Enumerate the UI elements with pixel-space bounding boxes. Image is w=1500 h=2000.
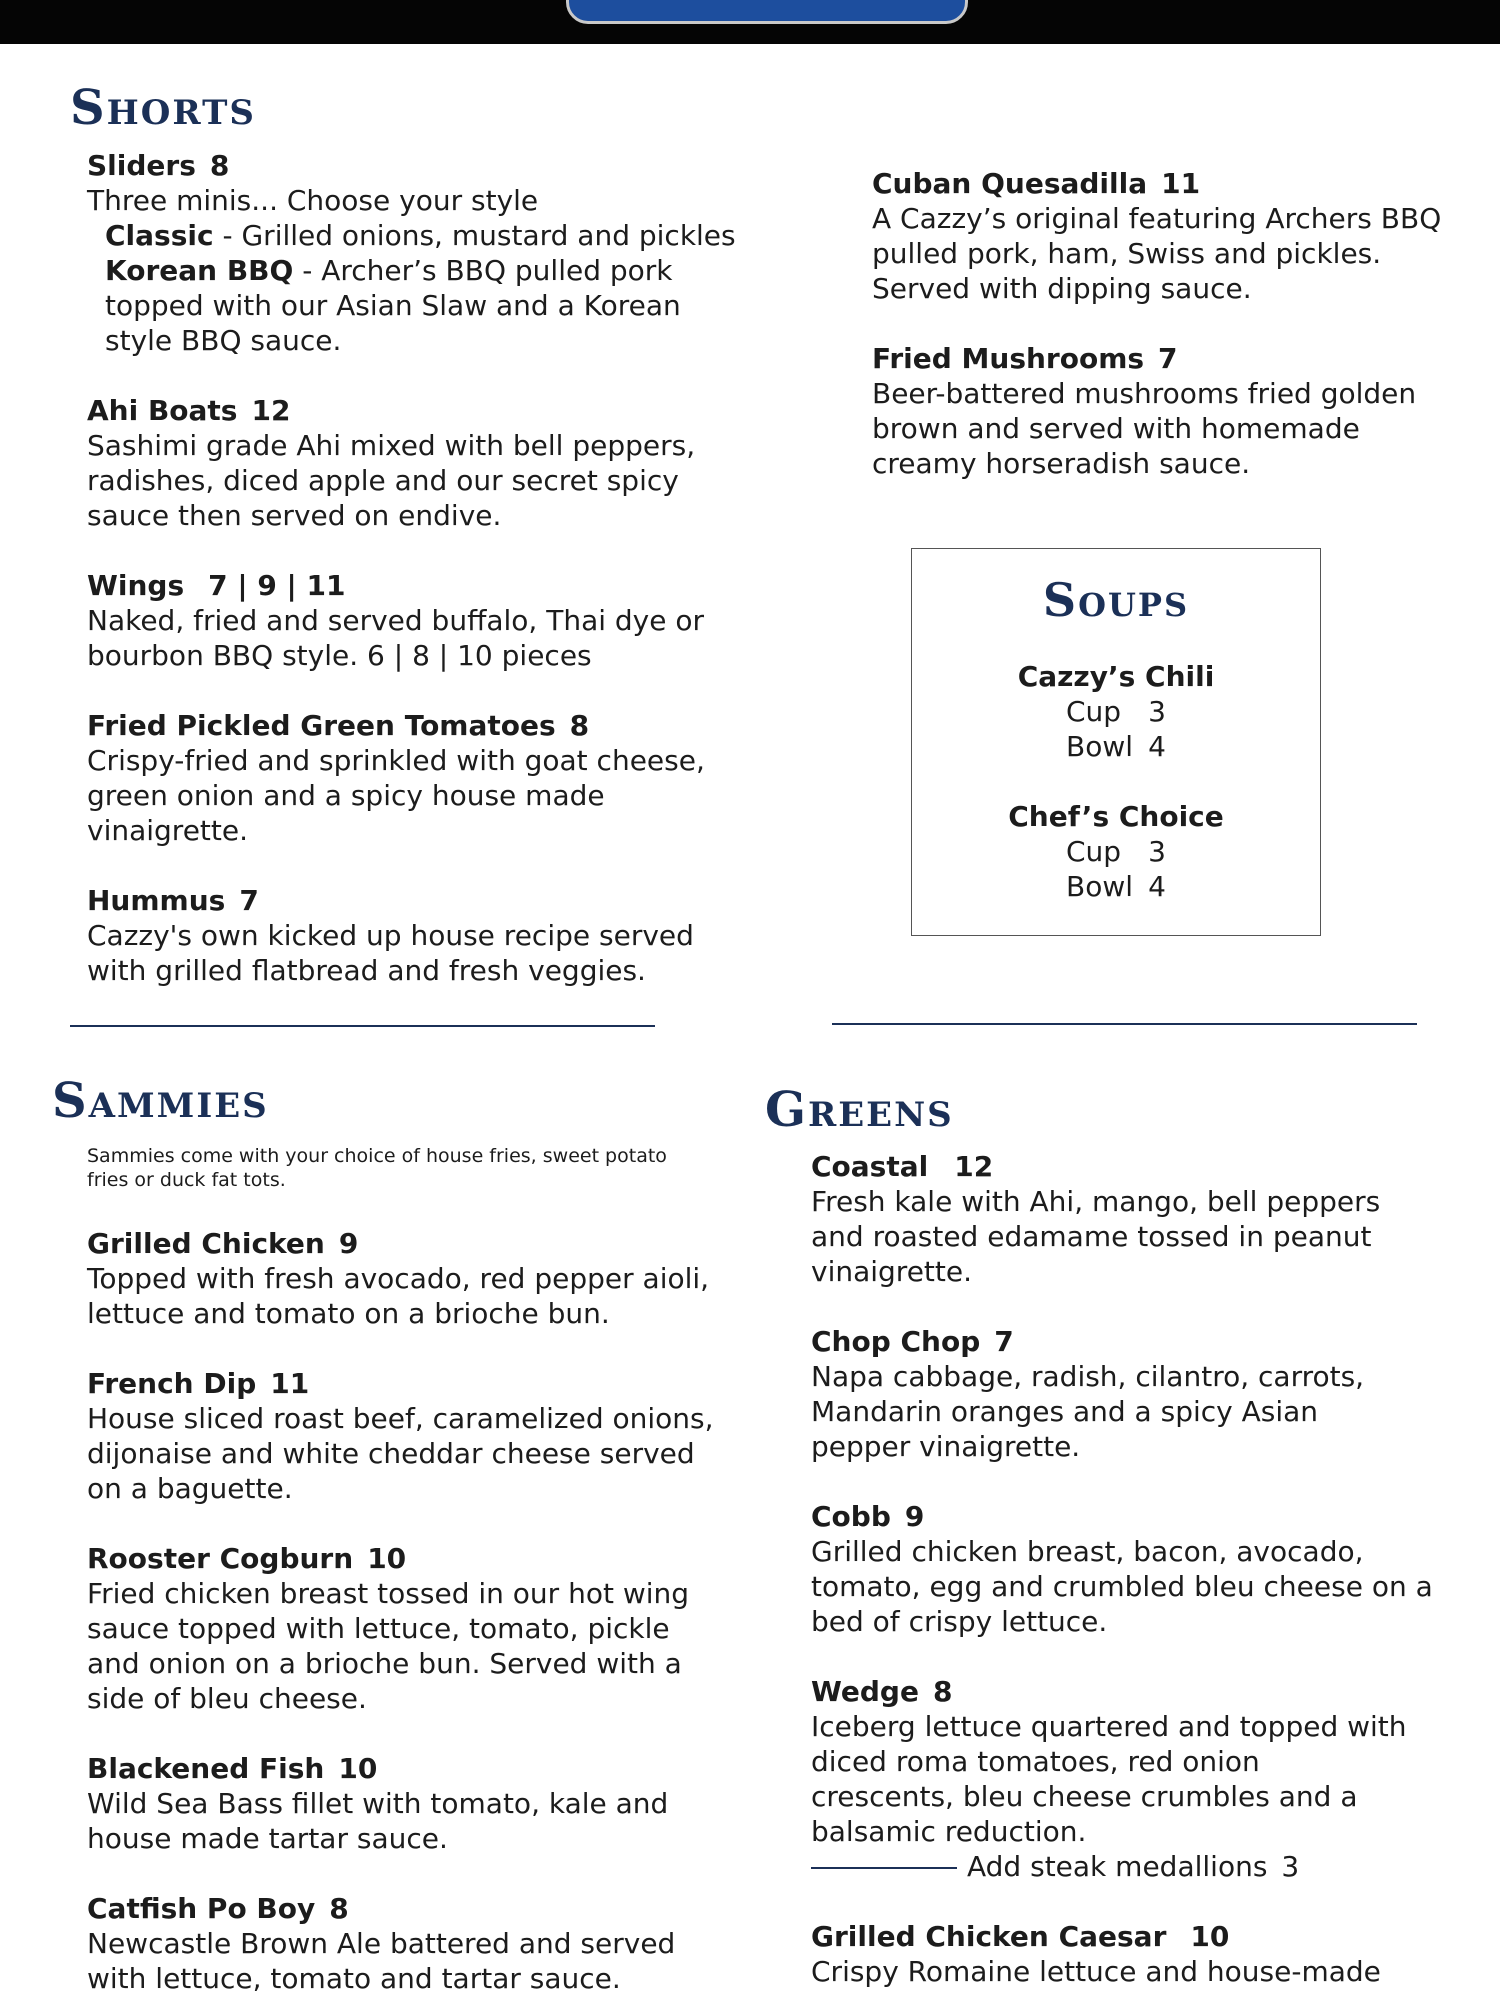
item-price: 10 xyxy=(338,1752,378,1785)
menu-item-blackened-fish xyxy=(87,1751,727,1856)
soup-cup-row: Cup 3 xyxy=(1066,835,1166,868)
addon-price: 3 xyxy=(1281,1850,1300,1883)
item-desc: Crispy-fried and sprinkled with goat cheese, green onion and a spicy house made vinaigrette. xyxy=(87,744,705,847)
item-name: Blackened Fish xyxy=(87,1752,325,1785)
item-name: Wings xyxy=(87,569,185,602)
menu-item-coastal xyxy=(811,1149,1411,1289)
item-name: French Dip xyxy=(87,1367,257,1400)
item-name: Fried Mushrooms xyxy=(872,342,1145,375)
soup-name: Cazzy’s Chili xyxy=(1017,660,1215,693)
menu-item-wings xyxy=(87,568,737,673)
item-price: 7 xyxy=(994,1325,1014,1358)
item-price: 9 xyxy=(904,1500,925,1533)
item-desc: Cazzy's own kicked up house recipe served with grilled flatbread and fresh veggies. xyxy=(87,919,694,987)
menu-item-hummus xyxy=(87,883,737,988)
item-price: 7 | 9 | 11 xyxy=(208,569,346,602)
addon-steak-medallions xyxy=(811,1849,1411,1884)
item-price: 8 xyxy=(329,1892,349,1925)
item-name: Wedge xyxy=(811,1675,919,1708)
item-name: Coastal xyxy=(811,1150,929,1183)
addon-rule xyxy=(811,1867,957,1869)
menu-item-wedge xyxy=(811,1674,1411,1884)
item-price: 7 xyxy=(1158,342,1178,375)
item-desc: Grilled chicken breast, bacon, avocado, tomato, egg and crumbled bleu cheese on a bed of crispy lettuce. xyxy=(811,1535,1433,1638)
header-tab[interactable] xyxy=(566,0,968,24)
item-desc: Crispy Romaine lettuce and house-made xyxy=(811,1955,1381,1988)
section-divider-left xyxy=(70,1025,655,1027)
item-price: 8 xyxy=(209,149,230,182)
menu-item-fried-mushrooms xyxy=(872,341,1442,481)
greens-column xyxy=(811,1149,1451,1989)
sammies-title: Sammies xyxy=(52,1073,269,1129)
item-desc: A Cazzy’s original featuring Archers BBQ pulled pork, ham, Swiss and pickles. Served with dipping sauce. xyxy=(872,202,1442,305)
item-name: Chop Chop xyxy=(811,1325,981,1358)
item-price: 10 xyxy=(1190,1920,1230,1953)
item-name: Rooster Cogburn xyxy=(87,1542,354,1575)
greens-title: Greens xyxy=(765,1082,954,1138)
item-desc: Three minis... Choose your style xyxy=(87,184,539,217)
menu-item-grilled-chicken-caesar xyxy=(811,1919,1451,1989)
item-price: 8 xyxy=(932,1675,953,1708)
addon-label: Add steak medallions xyxy=(967,1850,1268,1883)
item-name: Cuban Quesadilla xyxy=(872,167,1148,200)
menu-item-sliders xyxy=(87,148,767,358)
soups-box xyxy=(911,548,1321,936)
menu-item-grilled-chicken xyxy=(87,1226,727,1331)
soup-cup-row: Cup 3 xyxy=(1066,695,1166,728)
soups-title: Soups xyxy=(1042,573,1190,627)
item-price: 11 xyxy=(270,1367,310,1400)
shorts-right-column xyxy=(872,166,1442,481)
item-desc: Fried chicken breast tossed in our hot wing sauce topped with lettuce, tomato, pickle and onion on a brioche bun. Served with a side of bleu cheese. xyxy=(87,1577,690,1715)
item-price: 7 xyxy=(239,884,259,917)
item-desc: Naked, fried and served buffalo, Thai dye or bourbon BBQ style. 6 | 8 | 10 pieces xyxy=(87,604,705,672)
menu-item-fried-pickled-green-tomatoes xyxy=(87,708,767,848)
item-desc: Napa cabbage, radish, cilantro, carrots, Mandarin oranges and a spicy Asian pepper vinaigrette. xyxy=(811,1360,1365,1463)
sammies-column xyxy=(87,1144,727,1996)
item-name: Grilled Chicken Caesar xyxy=(811,1920,1167,1953)
sammies-note: Sammies come with your choice of house fries, sweet potato fries or duck fat tots. xyxy=(87,1145,667,1191)
item-price: 12 xyxy=(251,394,291,427)
item-price: 12 xyxy=(954,1150,994,1183)
soup-bowl-row: Bowl 4 xyxy=(1066,730,1166,763)
item-desc: Beer-battered mushrooms fried golden brown and served with homemade creamy horseradish sauce. xyxy=(872,377,1417,480)
shorts-title: Shorts xyxy=(70,80,256,136)
item-desc: Fresh kale with Ahi, mango, bell peppers and roasted edamame tossed in peanut vinaigrette. xyxy=(811,1185,1381,1288)
soup-cazzys-chili xyxy=(912,659,1320,764)
item-name: Hummus xyxy=(87,884,226,917)
item-name: Ahi Boats xyxy=(87,394,238,427)
menu-item-ahi-boats xyxy=(87,393,737,533)
menu-item-catfish-po-boy xyxy=(87,1891,727,1996)
item-desc: Sashimi grade Ahi mixed with bell peppers, radishes, diced apple and our secret spicy sauce then served on endive. xyxy=(87,429,696,532)
item-name: Sliders xyxy=(87,149,196,182)
item-name: Cobb xyxy=(811,1500,891,1533)
item-price: 10 xyxy=(367,1542,407,1575)
shorts-left-column xyxy=(87,148,767,988)
menu-item-cuban-quesadilla xyxy=(872,166,1442,306)
menu-item-rooster-cogburn xyxy=(87,1541,707,1716)
item-name: Catfish Po Boy xyxy=(87,1892,316,1925)
item-desc: Wild Sea Bass fillet with tomato, kale and house made tartar sauce. xyxy=(87,1787,669,1855)
item-price: 8 xyxy=(569,709,590,742)
slider-option-classic: Classic - Grilled onions, mustard and pickles xyxy=(105,219,736,252)
slider-option-korean-bbq: Korean BBQ - Archer’s BBQ pulled pork topped with our Asian Slaw and a Korean style BBQ sauce. xyxy=(105,254,681,357)
item-name: Grilled Chicken xyxy=(87,1227,325,1260)
item-desc: Topped with fresh avocado, red pepper aioli, lettuce and tomato on a brioche bun. xyxy=(87,1262,710,1330)
menu-item-french-dip xyxy=(87,1366,727,1506)
item-desc: Iceberg lettuce quartered and topped with diced roma tomatoes, red onion crescents, bleu cheese crumbles and a balsamic reduction. xyxy=(811,1710,1407,1848)
item-desc: House sliced roast beef, caramelized onions, dijonaise and white cheddar cheese served on a baguette. xyxy=(87,1402,714,1505)
soup-name: Chef’s Choice xyxy=(1008,800,1224,833)
section-divider-right xyxy=(832,1023,1417,1025)
item-name: Fried Pickled Green Tomatoes xyxy=(87,709,556,742)
top-bar xyxy=(0,0,1500,44)
soup-bowl-row: Bowl 4 xyxy=(1066,870,1166,903)
item-price: 11 xyxy=(1161,167,1201,200)
item-desc: Newcastle Brown Ale battered and served with lettuce, tomato and tartar sauce. xyxy=(87,1927,676,1995)
menu-item-cobb xyxy=(811,1499,1451,1639)
item-price: 9 xyxy=(338,1227,359,1260)
soup-chefs-choice xyxy=(912,799,1320,904)
menu-item-chop-chop xyxy=(811,1324,1411,1464)
